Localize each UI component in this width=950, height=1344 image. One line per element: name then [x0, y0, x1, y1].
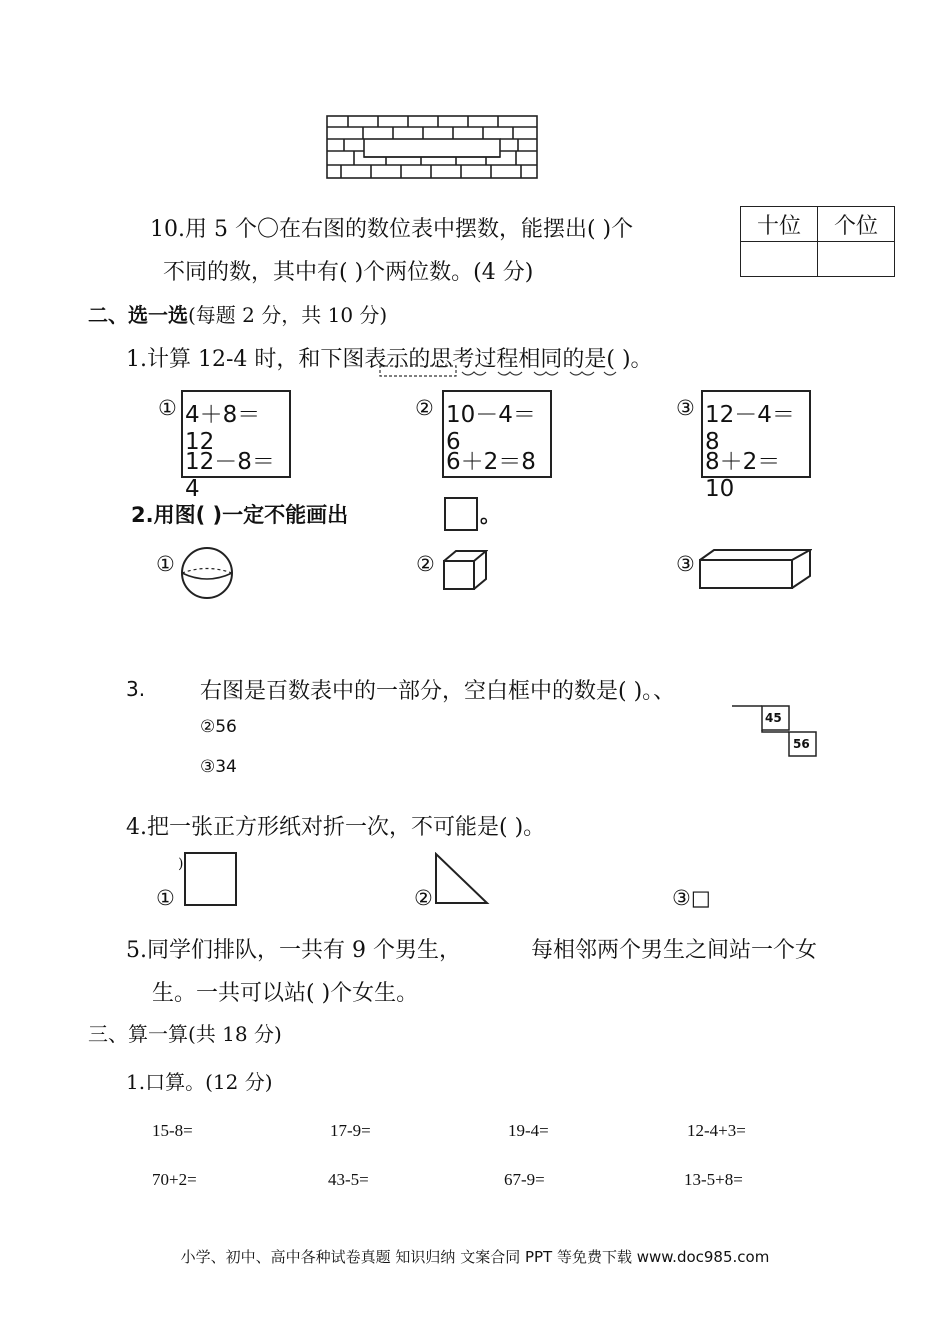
- q2-2-text: 2.用图( )一定不能画出: [131, 503, 349, 527]
- q2-2-end: 。: [480, 503, 501, 527]
- q2-1-option-1-mark: ①: [158, 396, 177, 420]
- place-value-table: [740, 206, 895, 277]
- section2-title-rest: (每题 2 分，共 10 分): [188, 303, 388, 327]
- q2-1-option-3-mark: ③: [676, 396, 695, 420]
- q2-1-option-2-mark: ②: [415, 396, 434, 420]
- footer-text: 小学、初中、高中各种试卷真题 知识归纳 文案合同 PPT 等免费下载 www.doc985.com: [180, 1248, 770, 1266]
- section2-title-bold: 二、选一选: [88, 303, 188, 327]
- ones-cell: [818, 242, 895, 277]
- q10-line1: 10.用 5 个〇在右图的数位表中摆数，能摆出( )个: [150, 217, 634, 242]
- brick-wall-figure: [326, 115, 538, 179]
- tens-header: 十位: [741, 207, 818, 242]
- q2-1-option-3-box: [701, 390, 811, 502]
- section3-subtitle: 1.口算。(12 分): [126, 1070, 273, 1094]
- stray-mark: ): [178, 856, 184, 872]
- q2-1-option-1-eq1: 4＋8＝12: [185, 402, 261, 455]
- q2-4-mark-1: ①: [156, 886, 175, 910]
- square-icon: [444, 497, 478, 531]
- q2-1-option-1-box: [181, 390, 291, 502]
- q2-3-number: 3.: [126, 677, 146, 701]
- q2-4-mark-3: ③□: [672, 886, 711, 910]
- sphere-icon: [180, 546, 234, 600]
- folded-triangle-shape: [432, 852, 490, 906]
- q2-1-option-2-eq1: 10－4＝6: [446, 402, 536, 455]
- calc-r1-c2: 17-9=: [330, 1121, 371, 1140]
- q2-2-mark-2: ②: [416, 552, 435, 576]
- q10-line2: 不同的数，其中有( )个两位数。(4 分): [163, 260, 534, 285]
- calc-r1-c4: 12-4+3=: [687, 1121, 746, 1140]
- folded-square-shape: [184, 852, 237, 906]
- calc-r2-c2: 43-5=: [328, 1170, 369, 1189]
- q2-2-mark-1: ①: [156, 552, 175, 576]
- calc-r2-c1: 70+2=: [152, 1170, 197, 1189]
- calc-r2-c3: 67-9=: [504, 1170, 545, 1189]
- calc-r1-c3: 19-4=: [508, 1121, 549, 1140]
- grid-cell-56: 56: [793, 737, 810, 751]
- q2-1-option-2-eq2: 6＋2＝8: [446, 449, 536, 475]
- wavy-underline-icon: [378, 364, 628, 380]
- q2-4-text: 4.把一张正方形纸对折一次，不可能是( )。: [126, 815, 546, 840]
- ones-header: 个位: [818, 207, 895, 242]
- q2-3-option-3: ③34: [200, 757, 237, 777]
- calc-r1-c1: 15-8=: [152, 1121, 193, 1140]
- tens-cell: [741, 242, 818, 277]
- cube-icon: [442, 549, 488, 591]
- q2-5-line2: 生。一共可以站( )个女生。: [152, 981, 419, 1006]
- q2-1-option-3-eq2: 8＋2＝10: [705, 449, 781, 502]
- calc-r2-c4: 13-5+8=: [684, 1170, 743, 1189]
- q2-4-mark-2: ②: [414, 886, 433, 910]
- q2-1-text: 1.计算 12-4 时，和下图表示的思考过程相同的是( )。: [126, 347, 653, 372]
- section3-title: 三、算一算(共 18 分): [88, 1022, 282, 1046]
- q2-5-line1a: 5.同学们排队，一共有 9 个男生，: [126, 938, 461, 963]
- q2-1-option-3-eq1: 12－4＝8: [705, 402, 795, 455]
- cuboid-icon: [698, 548, 812, 590]
- hundred-chart-fragment: [732, 700, 822, 760]
- q2-2-mark-3: ③: [676, 552, 695, 576]
- q2-3-option-2: ②56: [200, 717, 237, 737]
- q2-1-option-1-eq2: 12－8＝4: [185, 449, 275, 502]
- q2-1-option-2-box: [442, 390, 552, 478]
- section2-title: [88, 299, 387, 328]
- q2-3-text: 右图是百数表中的一部分，空白框中的数是( )。、: [200, 679, 676, 704]
- grid-cell-45: 45: [765, 711, 782, 725]
- q2-5-line1b: 每相邻两个男生之间站一个女: [531, 938, 818, 963]
